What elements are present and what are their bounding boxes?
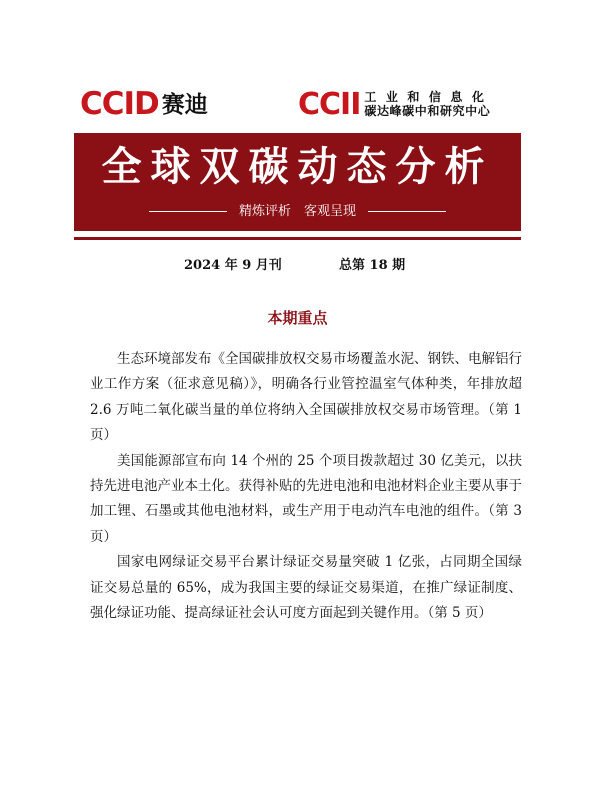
issue-date: 2024 年 9 月刊 <box>184 258 282 273</box>
ccid-logo <box>80 84 208 124</box>
highlight-paragraph: 生态环境部发布《全国碳排放权交易市场覆盖水泥、钢铁、电解铝行业工作方案（征求意见稿）》，明确各行业管控温室气体种类，年排放超 2.6 万吨二氧化碳当量的单位将纳入全国碳排放权交易市场管理。（第 1 页） <box>90 351 522 444</box>
ccii-logo-line2: 碳达峰碳中和研究中心 <box>364 104 491 118</box>
ccid-logo-name: 赛迪 <box>161 90 208 118</box>
subtitle-left-rule <box>149 211 227 212</box>
subtitle-right-rule <box>368 211 446 212</box>
title-banner <box>74 133 521 231</box>
issue-number: 总第 18 期 <box>339 258 406 273</box>
highlights-body <box>90 347 522 626</box>
ccii-logo-line1: 工业和信息化 <box>364 90 494 105</box>
ccii-logo-text <box>364 91 493 119</box>
ccii-logo-mark: CCII <box>298 87 361 122</box>
ccid-logo-mark: CCID <box>80 85 159 122</box>
banner-underline <box>74 237 521 240</box>
highlight-paragraph: 美国能源部宣布向 14 个州的 25 个项目拨款超过 30 亿美元，以扶持先进电池产业本土化。获得补贴的先进电池和电池材料企业主要从事于加工锂、石墨或其他电池材料，或生产用于电动汽车电池的组件。（第 3 页） <box>90 452 522 545</box>
publication-title: 全球双碳动态分析 <box>101 143 494 190</box>
highlight-paragraph: 国家电网绿证交易平台累计绿证交易量突破 1 亿张，占同期全国绿证交易总量的 65%，成为我国主要的绿证交易渠道，在推广绿证制度、强化绿证功能、提高绿证社会认可度方面起到关键作用。（第 5 页） <box>90 554 522 622</box>
publication-subtitle: 精炼评析 客观呈现 <box>238 204 356 219</box>
banner-subtitle-row <box>74 205 521 218</box>
section-heading: 本期重点 <box>267 309 328 327</box>
ccii-logo <box>298 86 493 124</box>
